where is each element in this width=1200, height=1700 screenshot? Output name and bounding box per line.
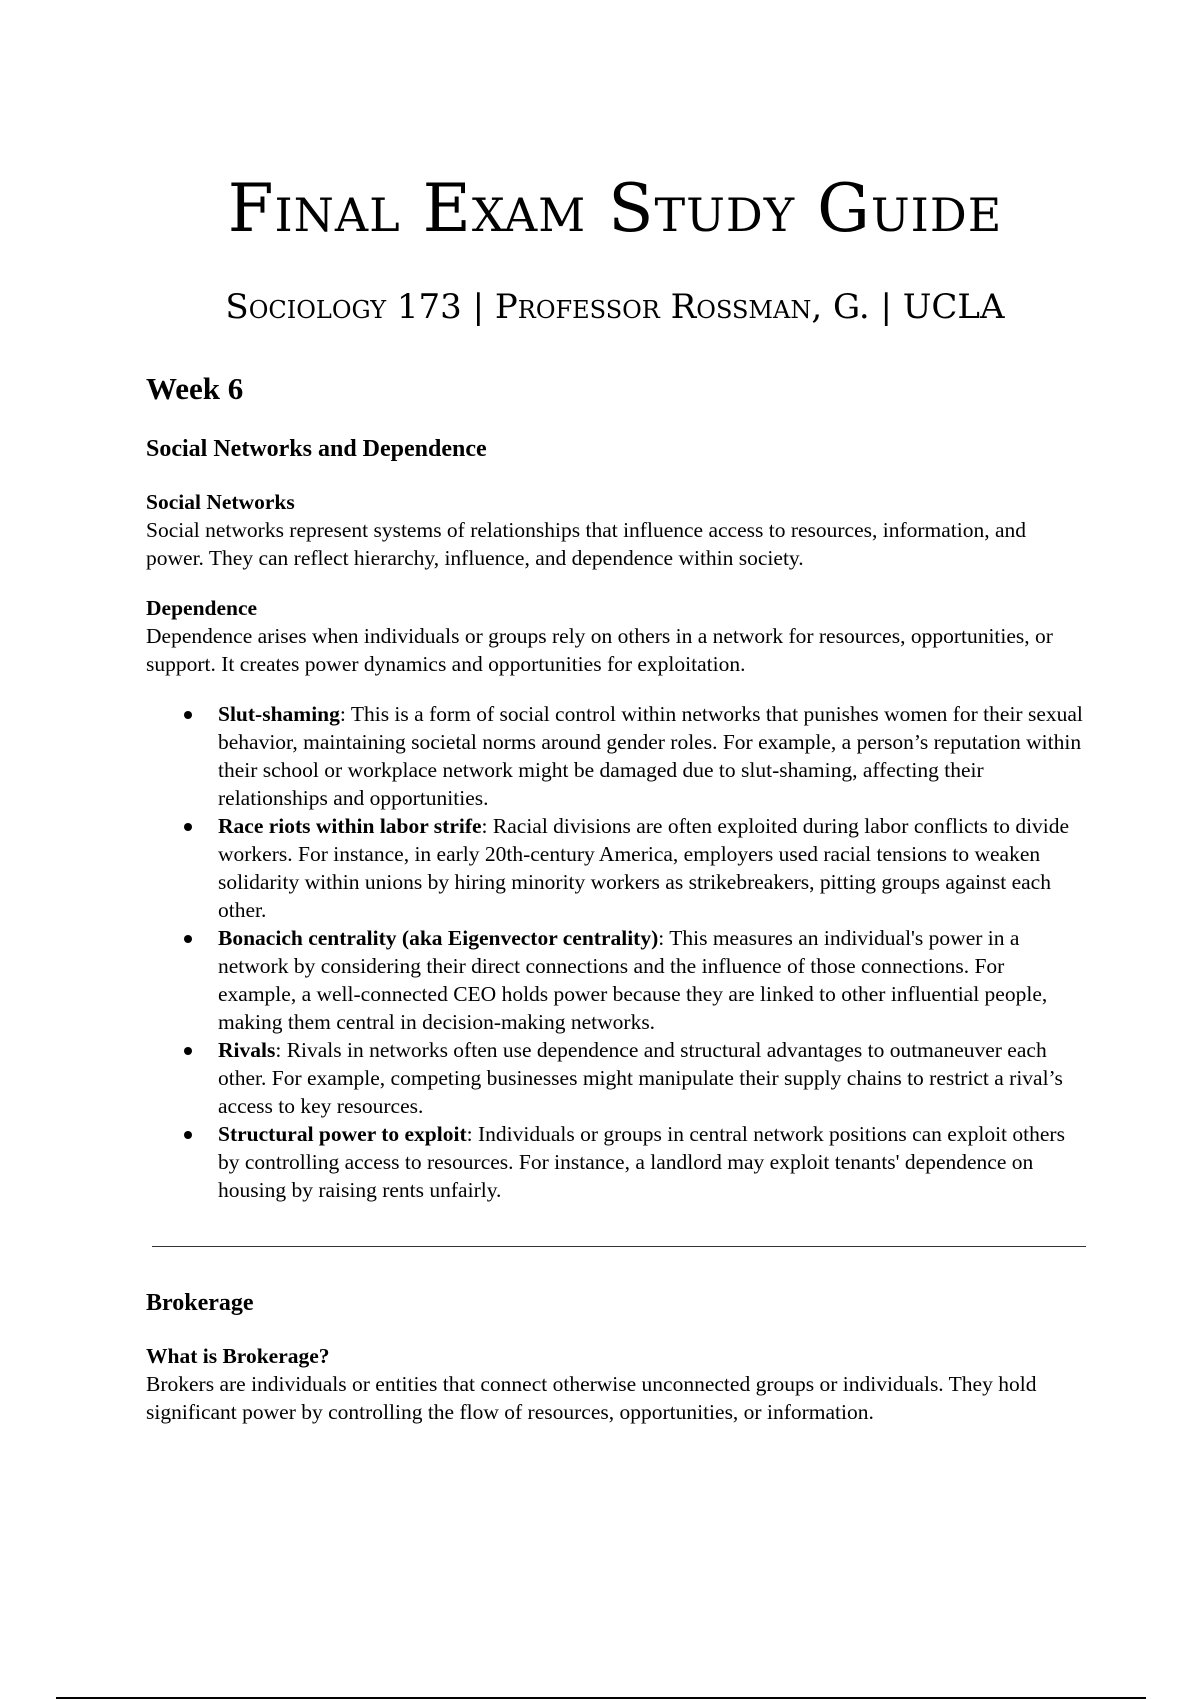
document-subtitle: Sociology 173 | Professor Rossman, G. | UCLA — [225, 287, 1005, 327]
concept-bullet-list — [146, 700, 1086, 1204]
section-divider — [152, 1246, 1086, 1247]
bullet-term: Bonacich centrality (aka Eigenvector centrality) — [218, 925, 659, 950]
list-item — [218, 812, 1086, 924]
term-heading-brokerage: What is Brokerage? — [146, 1343, 330, 1368]
paragraph-dependence: Dependence arises when individuals or groups rely on others in a network for resources, opportunities, or support. It creates power dynamics and opportunities for exploitation. — [146, 623, 1053, 676]
bullet-icon — [184, 1131, 192, 1139]
section-heading-brokerage: Brokerage — [146, 1289, 254, 1316]
bullet-term: Structural power to exploit — [218, 1121, 467, 1146]
section-heading-networks: Social Networks and Dependence — [146, 436, 487, 463]
bullet-term: Slut-shaming — [218, 701, 340, 726]
bullet-term: Rivals — [218, 1037, 276, 1062]
bullet-text: : Individuals or groups in central network positions can exploit others by controlling access to resources. For instance, a landlord may exploit tenants' dependence on housing by raising rents unfairly. — [218, 1121, 1065, 1202]
term-heading-social-networks: Social Networks — [146, 489, 295, 514]
bullet-icon — [184, 1047, 192, 1055]
bullet-text: : Rivals in networks often use dependence and structural advantages to outmaneuver each other. For example, competing businesses might manipulate their supply chains to restrict a rival’s access to key resources. — [218, 1037, 1063, 1118]
bullet-text: : Racial divisions are often exploited during labor conflicts to divide workers. For instance, in early 20th-century America, employers used racial tensions to weaken solidarity within unions by hiring minority workers as strikebreakers, pitting groups against each other. — [218, 813, 1070, 922]
bullet-icon — [184, 823, 192, 831]
term-heading-dependence: Dependence — [146, 595, 258, 620]
week-heading: Week 6 — [146, 371, 244, 406]
document-title: Final Exam Study Guide — [227, 170, 1003, 247]
list-item — [218, 924, 1086, 1036]
bullet-text: : This is a form of social control within networks that punishes women for their sexual behavior, maintaining societal norms around gender roles. For example, a person’s reputation within their school or workplace network might be damaged due to slut-shaming, affecting their relationships and opportunities. — [218, 701, 1083, 810]
page-bottom-rule — [56, 1697, 1146, 1699]
term-block-brokerage — [146, 1342, 1086, 1426]
bullet-icon — [184, 711, 192, 719]
list-item — [218, 1036, 1086, 1120]
list-item — [218, 1120, 1086, 1204]
paragraph-social-networks: Social networks represent systems of relationships that influence access to resources, information, and power. They can reflect hierarchy, influence, and dependence within society. — [146, 517, 1027, 570]
term-block-dependence — [146, 594, 1086, 678]
document-body — [146, 370, 1086, 1448]
term-block-social-networks — [146, 488, 1086, 572]
bullet-icon — [184, 935, 192, 943]
paragraph-brokerage: Brokers are individuals or entities that connect otherwise unconnected groups or individuals. They hold significant power by controlling the flow of resources, opportunities, or information. — [146, 1371, 1037, 1424]
list-item — [218, 700, 1086, 812]
bullet-term: Race riots within labor strife — [218, 813, 482, 838]
bullet-text: : This measures an individual's power in a network by considering their direct connections and the influence of those connections. For example, a well-connected CEO holds power because they are linked to other influential people, making them central in decision-making networks. — [218, 925, 1048, 1034]
